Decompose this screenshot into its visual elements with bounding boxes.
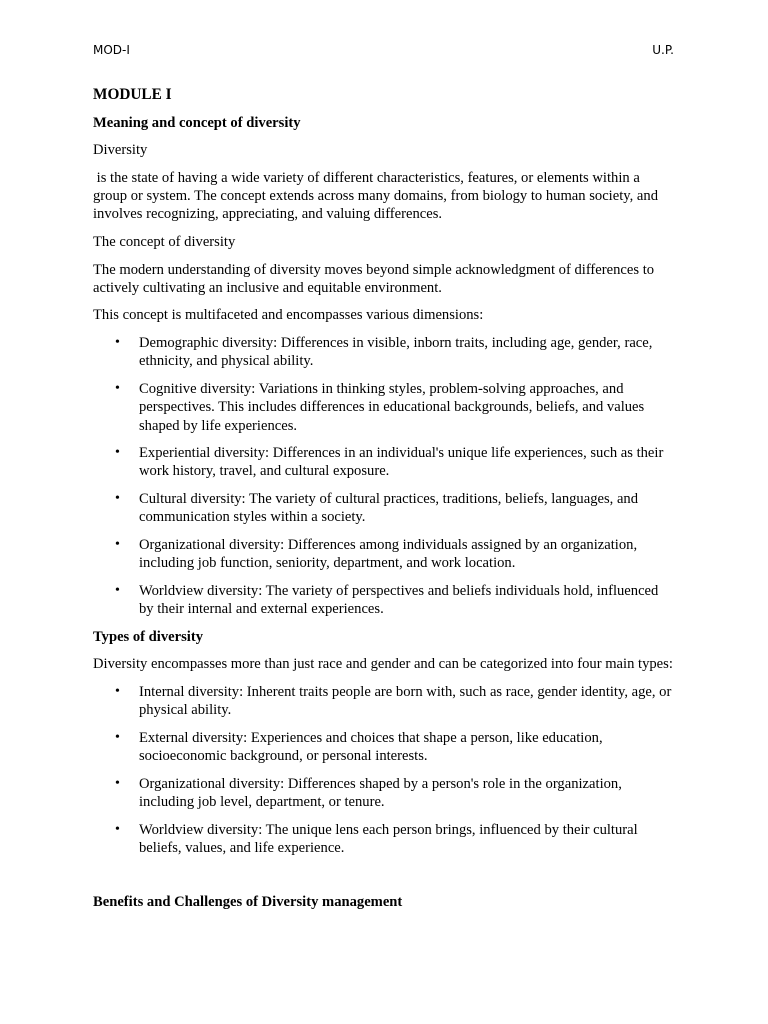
- module-title: MODULE I: [93, 86, 172, 103]
- dimensions-intro: This concept is multifaceted and encompasses various dimensions:: [93, 307, 484, 324]
- list-item: • Organizational diversity: Differences among individuals assigned by an organization, including job function, seniority, department, and work location.: [115, 536, 638, 572]
- concept-paragraph: The modern understanding of diversity moves beyond simple acknowledgment of differences to actively cultivating an inclusive and equitable environment.: [93, 261, 655, 296]
- bullet-icon: •: [115, 775, 120, 791]
- spacer: [93, 866, 675, 893]
- page-header-left: MOD-I: [93, 43, 130, 57]
- list-item: • External diversity: Experiences and choices that shape a person, like education, socioeconomic background, or personal interests.: [115, 729, 603, 765]
- bullet-icon: •: [115, 536, 120, 552]
- list-item: • Organizational diversity: Differences shaped by a person's role in the organization, including job level, department, or tenure.: [115, 775, 622, 810]
- bullet-icon: •: [115, 491, 120, 507]
- list-item: • Worldview diversity: The unique lens each person brings, influenced by their cultural beliefs, values, and life experience.: [115, 821, 638, 856]
- list-item: • Worldview diversity: The variety of perspectives and beliefs individuals hold, influenced by their internal and external experiences.: [115, 582, 659, 618]
- bullet-icon: •: [115, 380, 120, 396]
- bullet-icon: •: [115, 582, 120, 598]
- document-body: [93, 86, 675, 921]
- list-item: • Internal diversity: Inherent traits people are born with, such as race, gender identity, age, or physical ability.: [115, 683, 672, 719]
- types-intro: Diversity encompasses more than just race and gender and can be categorized into four main types:: [93, 656, 673, 673]
- section-heading-types: Types of diversity: [93, 628, 203, 645]
- section-heading-benefits: Benefits and Challenges of Diversity management: [93, 894, 403, 911]
- list-item: • Experiential diversity: Differences in an individual's unique life experiences, such as their work history, travel, and cultural exposure.: [115, 445, 664, 480]
- term-diversity: Diversity: [93, 142, 148, 159]
- dimensions-list: [93, 334, 675, 618]
- types-list: [93, 683, 675, 857]
- list-item: • Demographic diversity: Differences in visible, inborn traits, including age, gender, race, ethnicity, and physical ability.: [115, 335, 653, 370]
- list-item: • Cognitive diversity: Variations in thinking styles, problem-solving approaches, and perspectives. This includes differences in educational backgrounds, beliefs, and values shaped by life experiences.: [115, 380, 645, 434]
- definition-paragraph: is the state of having a wide variety of different characteristics, features, or elements within a group or system. The concept extends across many domains, from biology to human society, and involves recognizing, appreciating, and valuing differences.: [93, 169, 662, 223]
- page-header-right: U.P.: [652, 43, 674, 57]
- section-heading-meaning: Meaning and concept of diversity: [93, 114, 301, 131]
- bullet-icon: •: [115, 683, 120, 699]
- bullet-icon: •: [115, 821, 120, 837]
- concept-label: The concept of diversity: [93, 233, 236, 250]
- bullet-icon: •: [115, 445, 120, 461]
- bullet-icon: •: [115, 335, 120, 351]
- list-item: • Cultural diversity: The variety of cultural practices, traditions, beliefs, languages, and communication styles within a society.: [115, 491, 639, 526]
- bullet-icon: •: [115, 729, 120, 745]
